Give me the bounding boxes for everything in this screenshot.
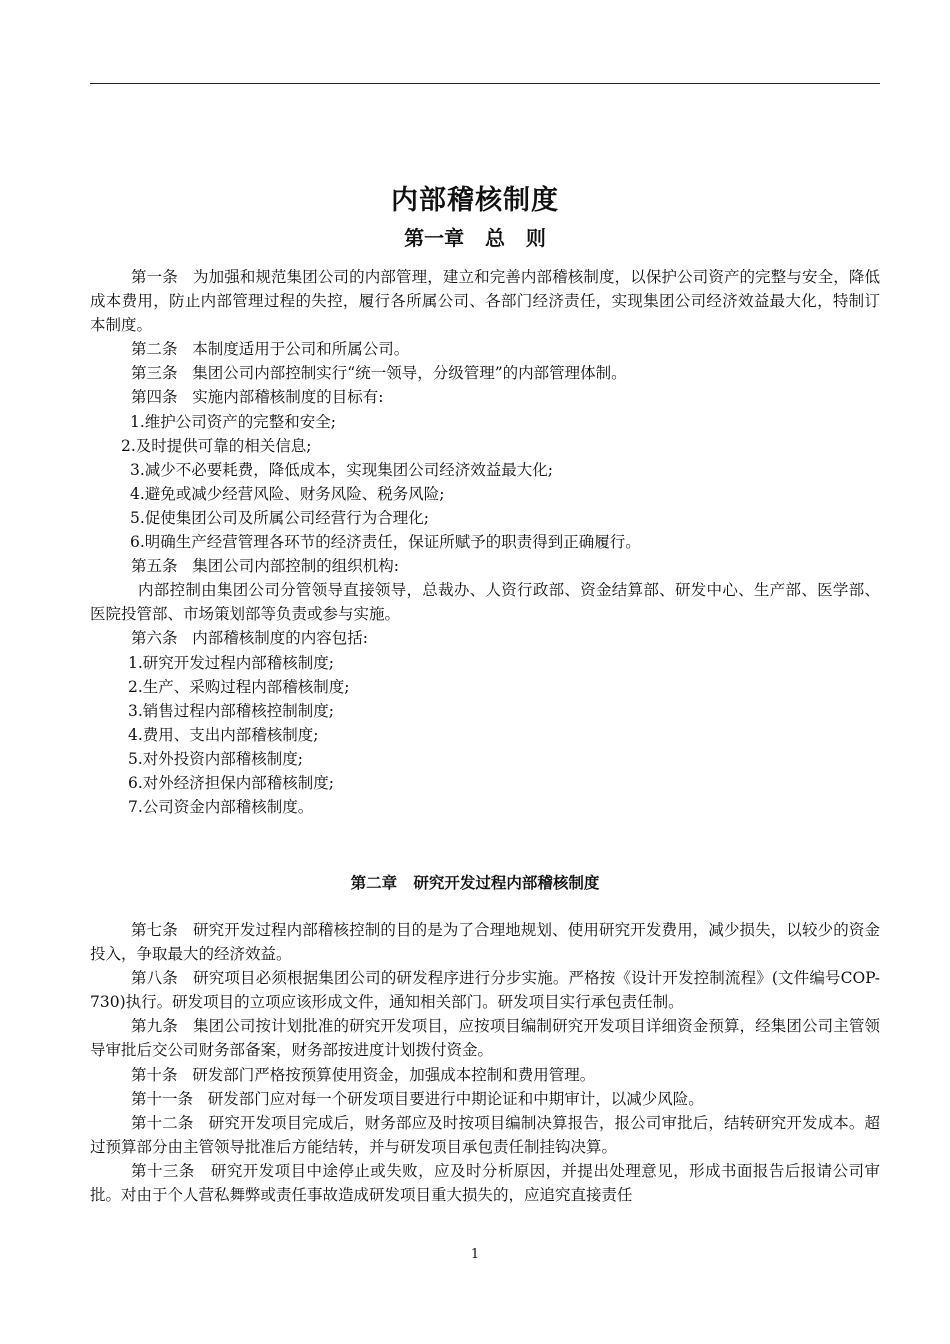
article-5: 第五条 集团公司内部控制的组织机构: <box>131 557 400 576</box>
article-10: 第十条 研发部门严格按预算使用资金，加强成本控制和费用管理。 <box>131 1065 596 1084</box>
article-1: 第一条 为加强和规范集团公司的内部管理，建立和完善内部稽核制度，以保护公司资产的完整与安全，降低成本费用，防止内部管理过程的失控，履行各所属公司、各部门经济责任，实现集团公司经济效益最大化，特制订本制度。 <box>90 268 880 335</box>
chapter-1-body <box>90 265 880 819</box>
article-4: 第四条 实施内部稽核制度的目标有: <box>131 388 384 407</box>
header-rule <box>90 83 880 84</box>
goal-item: 5.促使集团公司及所属公司经营行为合理化; <box>130 508 430 527</box>
goal-item: 2.及时提供可靠的相关信息; <box>121 436 312 455</box>
goal-item: 3.减少不必要耗费，降低成本，实现集团公司经济效益最大化; <box>130 460 554 479</box>
document-title: 内部稽核制度 <box>391 185 559 216</box>
chapter-2-heading: 第二章 研究开发过程内部稽核制度 <box>350 873 600 892</box>
article-2: 第二条 本制度适用于公司和所属公司。 <box>131 340 410 359</box>
article-7: 第七条 研究开发过程内部稽核控制的目的是为了合理地规划、使用研究开发费用，减少损失，以较少的资金投入，争取最大的经济效益。 <box>90 921 880 964</box>
article-9: 第九条 集团公司按计划批准的研究开发项目，应按项目编制研究开发项目详细资金预算，经集团公司主管领导审批后交公司财务部备案，财务部按进度计划拨付资金。 <box>90 1017 880 1060</box>
article-8: 第八条 研究项目必须根据集团公司的研发程序进行分步实施。严格按《设计开发控制流程》(文件编号COP-730)执行。研发项目的立项应该形成文件，通知相关部门。研发项目实行承包责任制。 <box>90 969 880 1012</box>
page-number: 1 <box>470 1247 480 1262</box>
article-13: 第十三条 研究开发项目中途停止或失败，应及时分析原因，并提出处理意见，形成书面报告后报请公司审批。对由于个人营私舞弊或责任事故造成研发项目重大损失的，应追究直接责任 <box>90 1161 880 1205</box>
article-12: 第十二条 研究开发项目完成后，财务部应及时按项目编制决算报告，报公司审批后，结转研究开发成本。超过预算部分由主管领导批准后方能结转，并与研发项目承包责任制挂钩决算。 <box>90 1113 880 1156</box>
article-5-detail: 内部控制由集团公司分管领导直接领导，总裁办、人资行政部、资金结算部、研发中心、生产部、医学部、医院投管部、市场策划部等负责或参与实施。 <box>90 581 880 624</box>
article-3: 第三条 集团公司内部控制实行“统一领导，分级管理”的内部管理体制。 <box>131 364 627 383</box>
article-6: 第六条 内部稽核制度的内容包括: <box>131 629 369 648</box>
goal-item: 6.明确生产经营管理各环节的经济责任，保证所赋予的职责得到正确履行。 <box>130 533 641 552</box>
article-11: 第十一条 研发部门应对每一个研发项目要进行中期论证和中期审计，以减少风险。 <box>131 1089 704 1108</box>
content-item: 4.费用、支出内部稽核制度; <box>128 725 319 744</box>
chapter-1-heading: 第一章 总 则 <box>404 226 546 250</box>
content-item: 1.研究开发过程内部稽核制度; <box>128 653 335 672</box>
content-item: 6.对外经济担保内部稽核制度; <box>128 773 335 792</box>
content-item: 2.生产、采购过程内部稽核制度; <box>128 677 350 696</box>
goal-item: 4.避免或减少经营风险、财务风险、税务风险; <box>130 484 445 503</box>
content-item: 7.公司资金内部稽核制度。 <box>128 798 314 817</box>
chapter-2-body <box>90 918 880 1207</box>
goal-item: 1.维护公司资产的完整和安全; <box>130 412 337 431</box>
content-item: 3.销售过程内部稽核控制制度; <box>128 701 335 720</box>
content-item: 5.对外投资内部稽核制度; <box>128 749 304 768</box>
